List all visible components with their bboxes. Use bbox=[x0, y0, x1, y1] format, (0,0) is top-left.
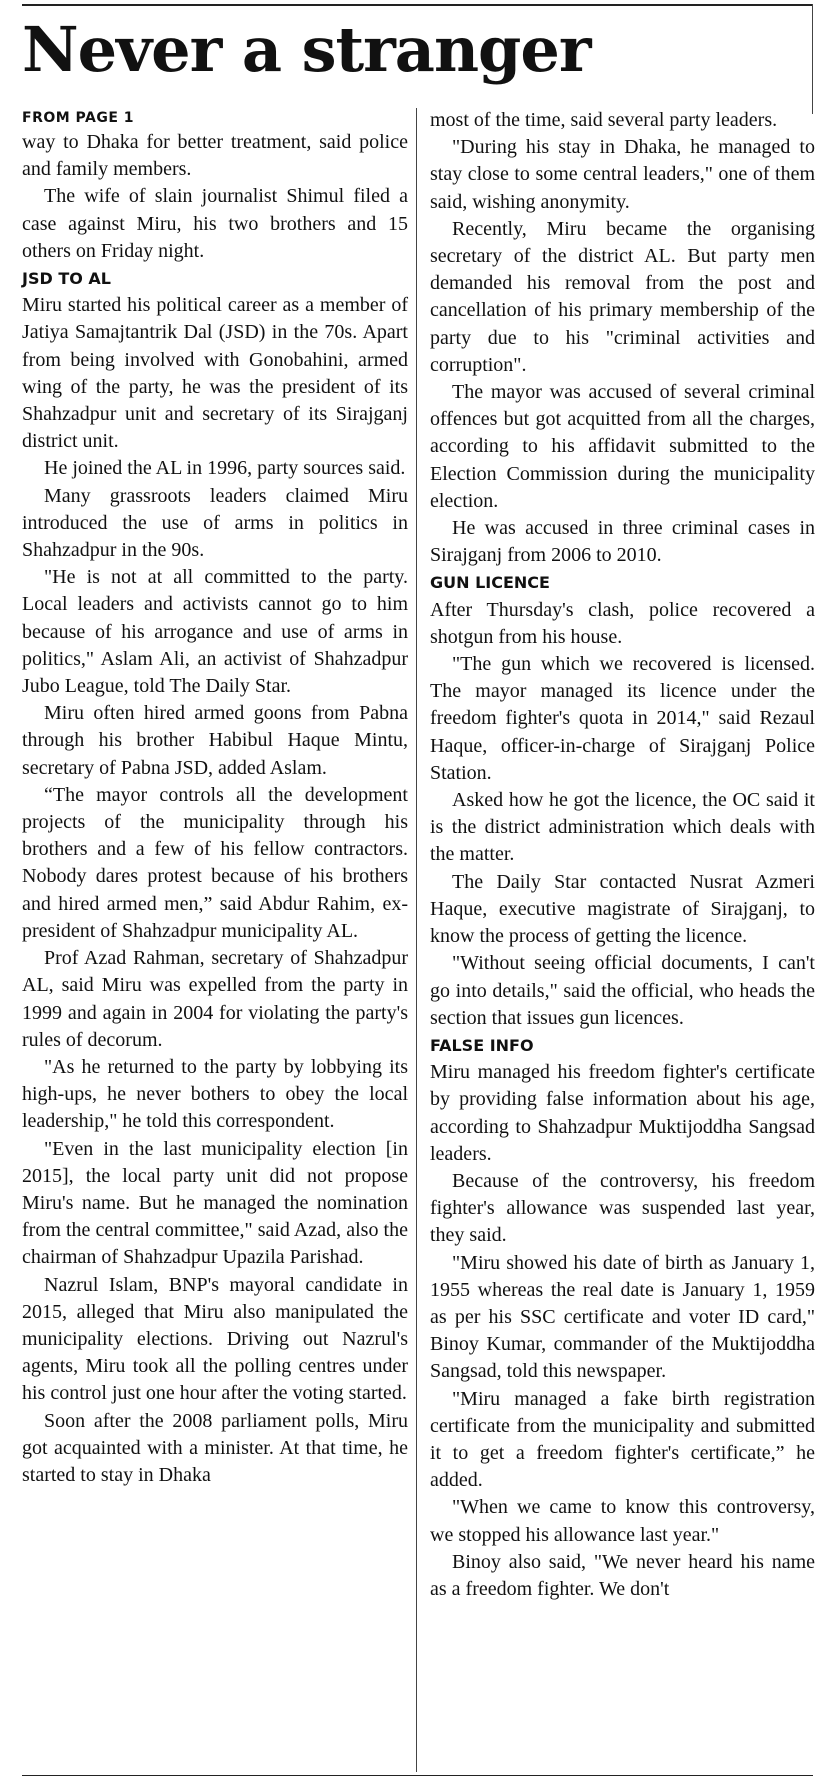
paragraph: After Thursday's clash, police recovered a shotgun from his house. bbox=[430, 598, 815, 648]
headline: Never a stranger bbox=[22, 13, 591, 86]
paragraph: Many grassroots leaders claimed Miru introduced the use of arms in politics in Shahzadpur in the 90s. bbox=[22, 484, 408, 562]
paragraph: most of the time, said several party leaders. bbox=[430, 109, 778, 131]
subheading: JSD TO AL bbox=[22, 269, 111, 289]
article-column-right bbox=[430, 107, 815, 1603]
from-page-kicker: FROM PAGE 1 bbox=[22, 110, 135, 126]
paragraph: "As he returned to the party by lobbying its high-ups, he never bothers to obey the local leadership," he told this correspondent. bbox=[22, 1055, 408, 1133]
paragraph: “The mayor controls all the development projects of the municipality through his brothers and a few of his fellow contractors. Nobody dares protest because of his brothers and hired armed men,” said Abdur Rahim, ex-president of Shahzadpur municipality AL. bbox=[22, 783, 408, 942]
paragraph: The mayor was accused of several criminal offences but got acquitted from all the charges, according to his affidavit submitted to the Election Commission during the municipality election. bbox=[430, 381, 815, 512]
paragraph: Soon after the 2008 parliament polls, Miru got acquainted with a minister. At that time, he started to stay in Dhaka bbox=[22, 1409, 408, 1486]
paragraph: "The gun which we recovered is licensed. The mayor managed its licence under the freedom fighter's quota in 2014," said Rezaul Haque, officer-in-charge of Sirajganj Police Station. bbox=[430, 653, 815, 784]
paragraph: Binoy also said, "We never heard his name as a freedom fighter. We don't bbox=[430, 1550, 815, 1600]
paragraph: Miru often hired armed goons from Pabna through his brother Habibul Haque Mintu, secretary of Pabna JSD, added Aslam. bbox=[22, 702, 408, 779]
paragraph: Miru started his political career as a member of Jatiya Samajtantrik Dal (JSD) in the 70s. Apart from being involved with Gonobahini, armed wing of the party, he was the president of its Shahzadpur unit and secretary of its Sirajganj district unit. bbox=[22, 294, 408, 453]
bottom-rule bbox=[22, 1775, 813, 1776]
paragraph: "During his stay in Dhaka, he managed to stay close to some central leaders," one of them said, wishing anonymity. bbox=[430, 136, 815, 213]
article-column-left bbox=[22, 107, 408, 1489]
subheading: FALSE INFO bbox=[430, 1035, 534, 1055]
paragraph: "Without seeing official documents, I can't go into details," said the official, who heads the section that issues gun licences. bbox=[430, 952, 815, 1029]
paragraph: The Daily Star contacted Nusrat Azmeri Haque, executive magistrate of Sirajganj, to know the process of getting the licence. bbox=[430, 870, 815, 948]
paragraph: "He is not at all committed to the party. Local leaders and activists cannot go to him because of his arrogance and use of arms in politics," Aslam Ali, an activist of Shahzadpur Jubo League, told The Daily Star. bbox=[22, 566, 408, 698]
paragraph: "When we came to know this controversy, we stopped his allowance last year." bbox=[430, 1496, 815, 1546]
paragraph: Because of the controversy, his freedom fighter's allowance was suspended last year, they said. bbox=[430, 1169, 815, 1247]
paragraph: Nazrul Islam, BNP's mayoral candidate in 2015, alleged that Miru also manipulated the municipality elections. Driving out Nazrul's agents, Miru took all the polling centres under his control just one hour after the voting started. bbox=[22, 1273, 408, 1405]
paragraph: He was accused in three criminal cases in Sirajganj from 2006 to 2010. bbox=[430, 517, 815, 567]
subheading: GUN LICENCE bbox=[430, 573, 550, 593]
paragraph: way to Dhaka for better treatment, said police and family members. bbox=[22, 131, 408, 181]
paragraph: Asked how he got the licence, the OC said it is the district administration which deals with the matter. bbox=[430, 789, 815, 866]
paragraph: The wife of slain journalist Shimul filed a case against Miru, his two brothers and 15 others on Friday night. bbox=[22, 185, 408, 262]
paragraph: Miru managed his freedom fighter's certificate by providing false information about his age, according to Shahzadpur Muktijoddha Sangsad leaders. bbox=[430, 1061, 815, 1165]
paragraph: "Miru managed a fake birth registration certificate from the municipality and submitted it to get a freedom fighter's certificate,” he added. bbox=[430, 1387, 815, 1492]
paragraph: "Miru showed his date of birth as January 1, 1955 whereas the real date is January 1, 1959 as per his SSC certificate and voter ID card," Binoy Kumar, commander of the Muktijoddha Sangsad, told this newspaper. bbox=[430, 1251, 815, 1383]
right-edge-rule bbox=[812, 4, 813, 114]
paragraph: Recently, Miru became the organising secretary of the district AL. But party men demanded his removal from the post and cancellation of his primary membership of the party due to his "criminal activities and corruption". bbox=[430, 217, 815, 376]
paragraph: "Even in the last municipality election [in 2015], the local party unit did not propose Miru's name. But he managed the nomination from the central committee," said Azad, also the chairman of Shahzadpur Upazila Parishad. bbox=[22, 1137, 408, 1269]
paragraph: He joined the AL in 1996, party sources said. bbox=[44, 457, 406, 480]
column-divider bbox=[416, 108, 417, 1772]
top-rule bbox=[22, 4, 813, 6]
paragraph: Prof Azad Rahman, secretary of Shahzadpur AL, said Miru was expelled from the party in 1999 and again in 2004 for violating the party's rules of decorum. bbox=[22, 947, 408, 1051]
